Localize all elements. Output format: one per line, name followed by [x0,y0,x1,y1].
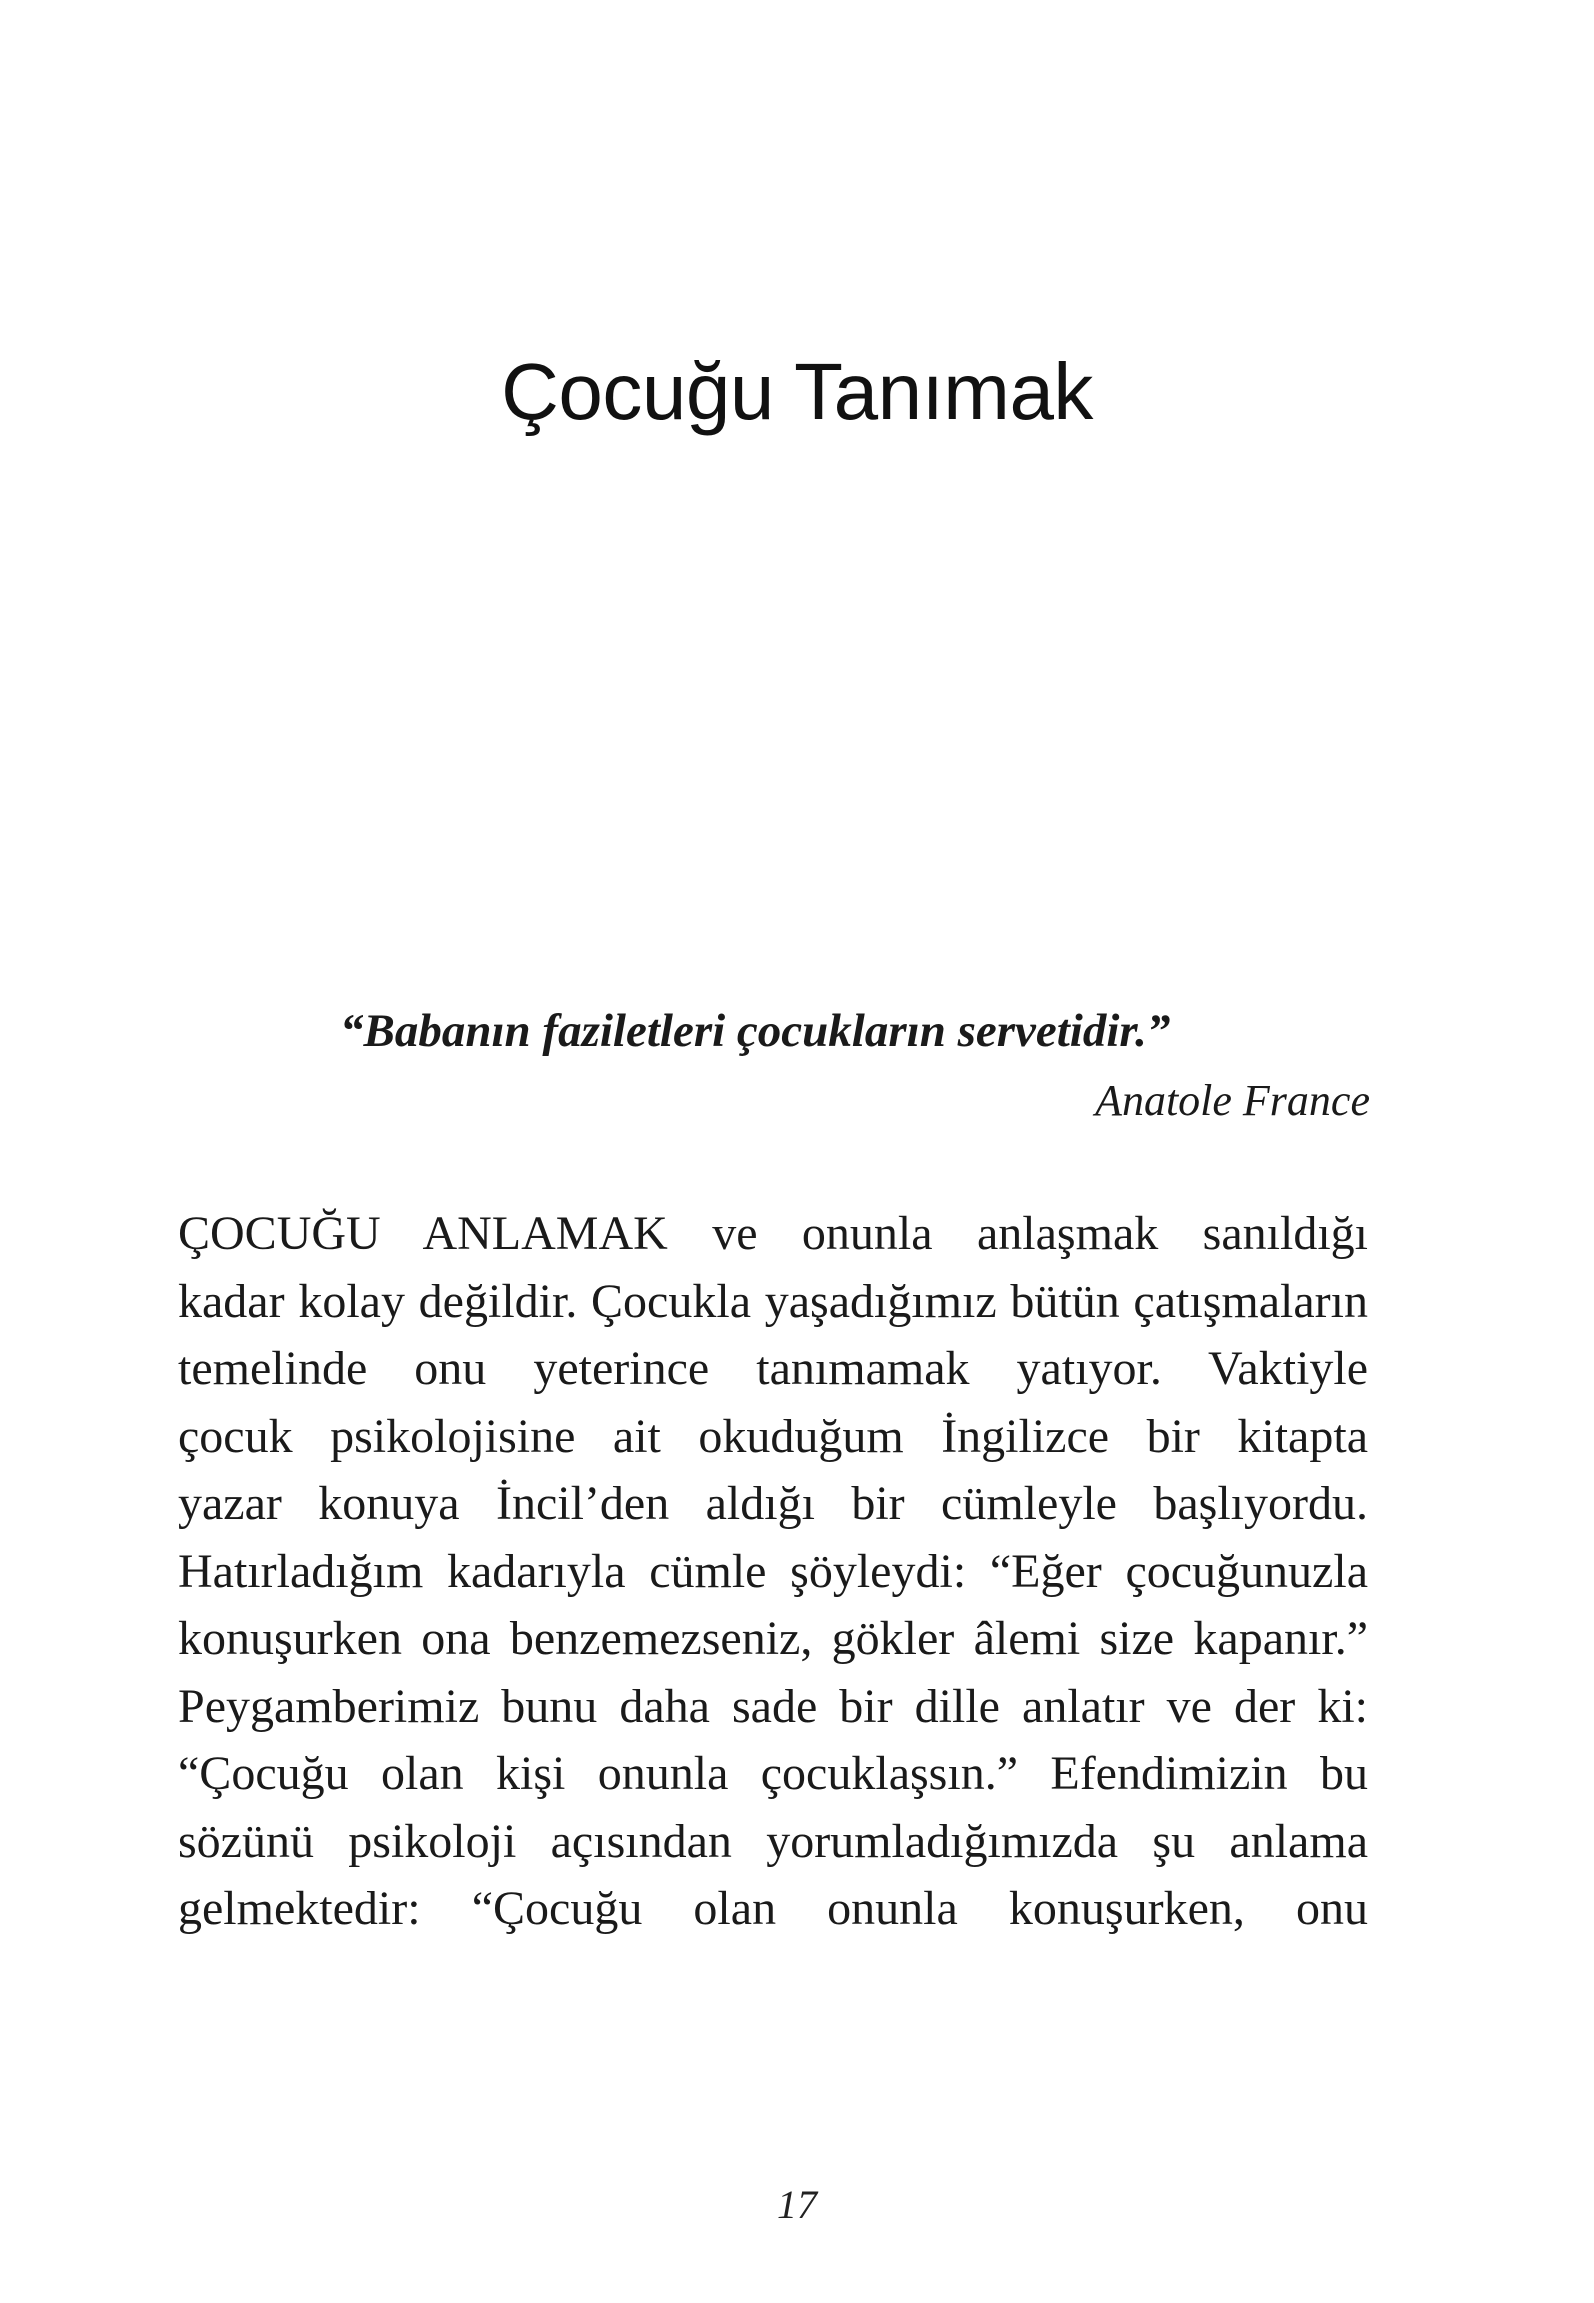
body-line: sözünü psikoloji açısından yorumladığımızda şu anlama [178,1814,1368,1868]
body-line: “Çocuğu olan kişi onunla çocuklaşsın.” Efendimizin bu [178,1747,1368,1800]
body-line: ÇOCUĞU ANLAMAK ve onunla anlaşmak sanıldığı [178,1207,1368,1260]
body-line: Hatırladığım kadarıyla cümle şöyleydi: “Eğer çocuğunuzla [178,1544,1368,1598]
epigraph-quote: “Babanın faziletleri çocukların servetidir.” [340,1005,1171,1057]
body-line: konuşurken ona benzemezseniz, gökler âlemi size kapanır.” [178,1612,1368,1665]
body-line: temelinde onu yeterince tanımamak yatıyor. Vaktiyle [178,1342,1368,1395]
body-line: çocuk psikolojisine ait okuduğum İngilizce bir kitapta [178,1409,1368,1463]
body-line: yazar konuya İncil’den aldığı bir cümleyle başlıyordu. [178,1477,1368,1530]
body-line: kadar kolay değildir. Çocukla yaşadığımız bütün çatışmaların [178,1274,1368,1328]
chapter-title: Çocuğu Tanımak [501,347,1093,436]
body-paragraph [178,1200,1368,1943]
body-line: gelmektedir: “Çocuğu olan onunla konuşurken, onu [178,1882,1368,1935]
page-number: 17 [777,2182,817,2227]
epigraph [340,1000,1370,1132]
epigraph-author: Anatole France [1095,1076,1370,1125]
body-line: Peygamberimiz bunu daha sade bir dille anlatır ve der ki: [178,1679,1368,1733]
